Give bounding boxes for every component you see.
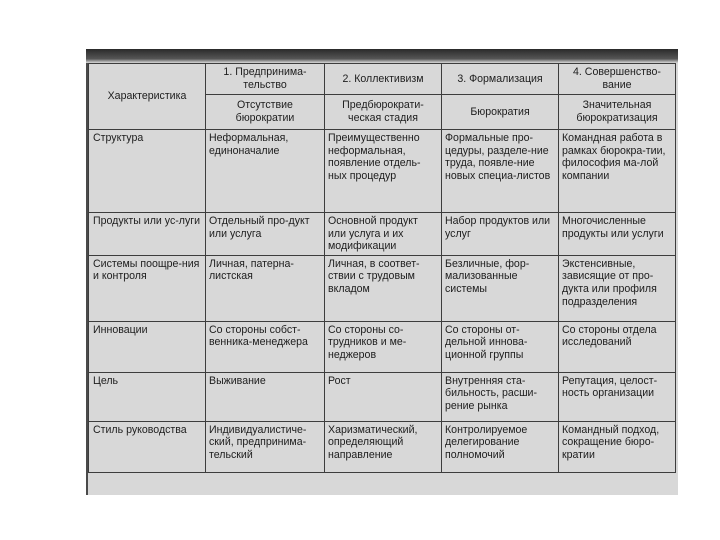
table-cell: Преимущественно неформальная, появление отдель-ных процедур bbox=[325, 130, 442, 213]
table-cell: Формальные про-цедуры, разделе-ние труда, появле-ние новых специа-листов bbox=[442, 130, 559, 213]
table-cell: Набор продуктов или услуг bbox=[442, 213, 559, 256]
table-cell: Со стороны со-трудников и ме-неджеров bbox=[325, 321, 442, 372]
row-label-innovation: Инновации bbox=[89, 321, 206, 372]
table-cell: Индивидуалистиче-ский, предпринима-тельский bbox=[206, 421, 325, 472]
table-cell: Контролируемое делегирование полномочий bbox=[442, 421, 559, 472]
table-cell: Со стороны отдела исследований bbox=[559, 321, 676, 372]
table-cell: Внутренняя ста-бильность, расши-рение рынка bbox=[442, 372, 559, 421]
table-cell: Командная работа в рамках бюрокра-тии, философия ма-лой компании bbox=[559, 130, 676, 213]
cropped-caption-strip bbox=[86, 49, 678, 63]
table-row bbox=[89, 372, 676, 421]
characteristic-header: Характеристика bbox=[89, 64, 206, 130]
table-cell: Репутация, целост-ность организации bbox=[559, 372, 676, 421]
stage-3-title: 3. Формализация bbox=[442, 64, 559, 95]
stage-1-description: Отсутствие бюрократии bbox=[206, 95, 325, 130]
table-row bbox=[89, 130, 676, 213]
table-cell: Безличные, фор-мализованные системы bbox=[442, 255, 559, 321]
table-cell: Со стороны собст-венника-менеджера bbox=[206, 321, 325, 372]
table-cell: Со стороны от-дельной иннова-ционной группы bbox=[442, 321, 559, 372]
table-cell: Выживание bbox=[206, 372, 325, 421]
stage-2-description: Предбюрократи-ческая стадия bbox=[325, 95, 442, 130]
table-cell: Неформальная, единоначалие bbox=[206, 130, 325, 213]
table-row bbox=[89, 255, 676, 321]
row-label-goal: Цель bbox=[89, 372, 206, 421]
stage-1-title: 1. Предпринима-тельство bbox=[206, 64, 325, 95]
table-cell: Основной продукт или услуга и их модификации bbox=[325, 213, 442, 256]
stage-4-description: Значительная бюрократизация bbox=[559, 95, 676, 130]
table-cell: Рост bbox=[325, 372, 442, 421]
table-cell: Командный подход, сокращение бюро-кратии bbox=[559, 421, 676, 472]
scanned-page bbox=[86, 49, 678, 495]
table-row bbox=[89, 421, 676, 472]
stage-4-title: 4. Совершенство-вание bbox=[559, 64, 676, 95]
table-cell: Экстенсивные, зависящие от про-дукта или профиля подразделения bbox=[559, 255, 676, 321]
table-row bbox=[89, 321, 676, 372]
stage-2-title: 2. Коллективизм bbox=[325, 64, 442, 95]
table-cell: Многочисленные продукты или услуги bbox=[559, 213, 676, 256]
table-cell: Отдельный про-дукт или услуга bbox=[206, 213, 325, 256]
table-cell: Харизматический, определяющий направление bbox=[325, 421, 442, 472]
lifecycle-table bbox=[88, 63, 676, 473]
stage-3-description: Бюрократия bbox=[442, 95, 559, 130]
row-label-reward-systems: Системы поощре-ния и контроля bbox=[89, 255, 206, 321]
row-label-management-style: Стиль руководства bbox=[89, 421, 206, 472]
stage-title-row bbox=[89, 64, 676, 95]
table-cell: Личная, в соответ-ствии с трудовым вкладом bbox=[325, 255, 442, 321]
table-row bbox=[89, 213, 676, 256]
row-label-products: Продукты или ус-луги bbox=[89, 213, 206, 256]
row-label-structure: Структура bbox=[89, 130, 206, 213]
table-cell: Личная, патерна-листская bbox=[206, 255, 325, 321]
